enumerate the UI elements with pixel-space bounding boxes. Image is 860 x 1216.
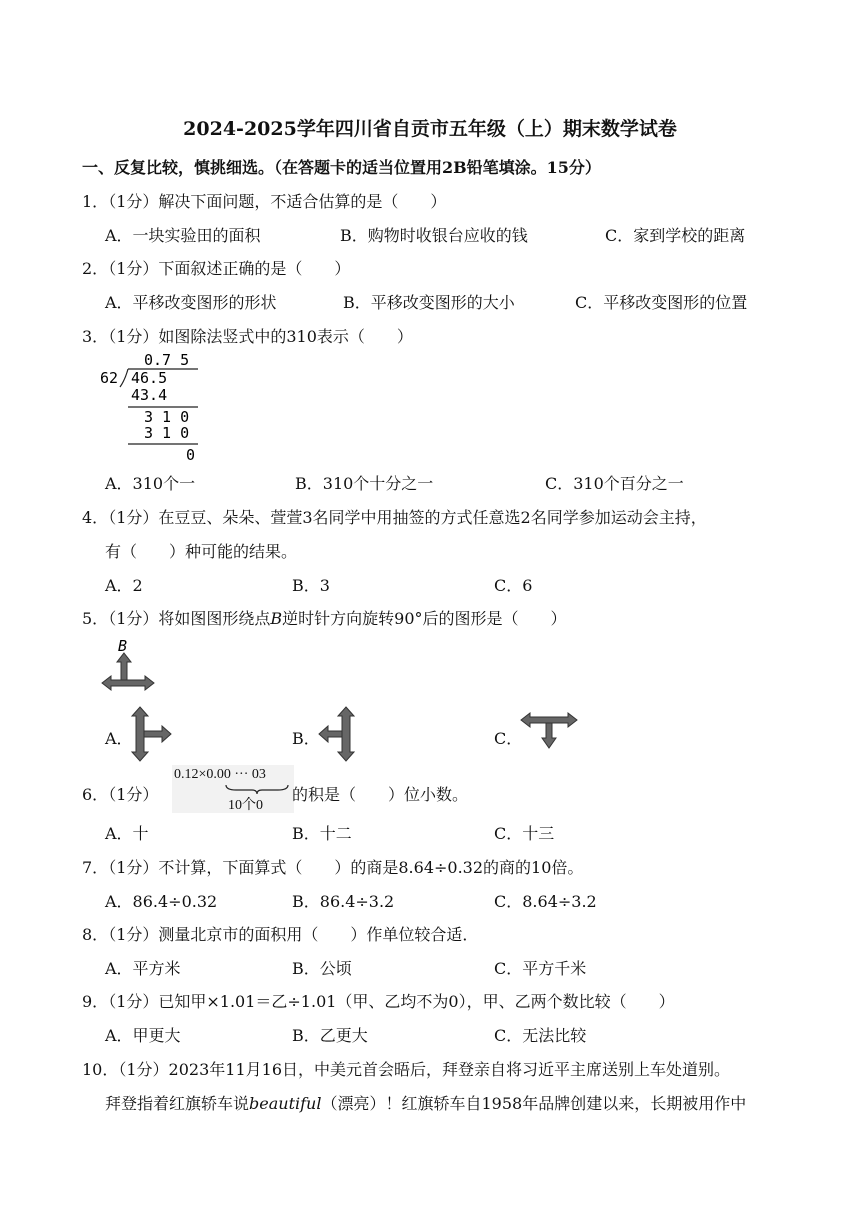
question-number: 3． [82,327,109,346]
question-2 [82,256,350,279]
q9-option-b: B．乙更大 [292,1026,368,1045]
q3-option-b: B．310个十分之一 [295,474,434,493]
question-1 [82,189,446,212]
question-text: （1分）已知甲×1.01＝乙÷1.01（甲、乙均不为0），甲、乙两个数比较（ ） [108,992,675,1011]
question-number: 2． [82,259,109,278]
brace-label: 10个0 [228,798,263,813]
q4-option-c: C．6 [494,576,533,595]
question-number: 8． [82,925,109,944]
question-text: （1分）解决下面问题，不适合估算的是（ ） [108,192,447,211]
q6-option-a: A．十 [105,824,149,843]
division-row-4: 0 [186,446,196,462]
question-number: 6． [82,785,109,804]
page-title: 2024-2025学年四川省自贡市五年级（上）期末数学试卷 [183,118,677,140]
q7-option-a: A．86.4÷0.32 [105,892,218,911]
q5-option-a-figure [128,704,174,764]
question-number: 5． [82,609,109,628]
question-7 [82,855,583,878]
q9-option-a: A．甲更大 [105,1026,181,1045]
question-number: 9． [82,992,109,1011]
q5-option-c: C． [494,729,523,748]
q3-option-c: C．310个百分之一 [545,474,684,493]
q7-option-b: B．86.4÷3.2 [292,892,395,911]
q3-option-a: A．310个一 [105,474,196,493]
point-b-label: B [118,637,128,655]
product-expression: 0.12×0.00 ··· 03 [174,767,266,782]
long-division-figure [98,350,208,462]
q8-option-c: C．平方千米 [494,959,587,978]
question-10-line-2 [105,1091,746,1114]
q2-option-b: B．平移改变图形的大小 [343,293,515,312]
division-dividend: 46.5 [131,369,168,387]
q5-option-c-figure [518,710,580,756]
point-label: B [270,609,283,628]
q5-option-a: A． [105,729,133,748]
question-text: （1分）下面叙述正确的是（ ） [108,259,351,278]
question-text: （1分）测量北京市的面积用（ ）作单位较合适． [108,925,479,944]
q1-option-a: A．一块实验田的面积 [105,226,261,245]
question-10 [82,1057,730,1080]
q4-option-b: B．3 [292,576,330,595]
q2-option-a: A．平移改变图形的形状 [105,293,277,312]
question-number: 4． [82,508,109,527]
question-text: （1分）2023年11月16日，中美元首会晤后，拜登亲自将习近平主席送别上车处道别。 [118,1060,730,1079]
q5-option-b-figure [316,704,362,764]
question-9 [82,989,675,1012]
question-5 [82,606,567,629]
question-text: （1分）如图除法竖式中的310表示（ ） [108,327,413,346]
q1-option-b: B．购物时收银台应收的钱 [340,226,528,245]
question-3 [82,324,413,347]
q1-option-c: C．家到学校的距离 [605,226,746,245]
q5-option-b: B． [292,729,320,748]
q8-option-a: A．平方米 [105,959,181,978]
q6-option-c: C．十三 [494,824,555,843]
question-text-rest: （漂亮）！红旗轿车自1958年品牌创建以来，长期被用作中 [321,1094,747,1113]
question-6 [82,782,158,805]
q9-option-c: C．无法比较 [494,1026,587,1045]
question-text: （1分） [108,785,159,804]
question-number: 7． [82,858,109,877]
q4-option-a: A．2 [105,576,143,595]
division-row-3: 3 1 0 [144,424,190,442]
q6-option-b: B．十二 [292,824,352,843]
division-quotient: 0.7 5 [144,351,190,369]
question-text: （1分）不计算，下面算式（ ）的商是8.64÷0.32的商的10倍。 [108,858,584,877]
question-8 [82,922,478,945]
product-expression-box [172,765,294,813]
division-row-1: 43.4 [131,386,168,404]
division-divisor: 62 [100,369,119,387]
question-number: 1． [82,192,109,211]
question-number: 10． [82,1060,119,1079]
question-6-rest: 的积是（ ）位小数。 [292,785,469,804]
rotation-original-figure [98,637,160,695]
question-text: （1分）将如图图形绕点 [108,609,271,628]
question-4-line-2: 有（ ）种可能的结果。 [105,542,298,561]
question-text: （1分）在豆豆、朵朵、萱萱3名同学中用抽签的方式任意选2名同学参加运动会主持， [108,508,707,527]
division-row-2: 3 1 0 [144,408,190,426]
question-4 [82,505,707,528]
section-heading: 一、反复比较，慎挑细选。（在答题卡的适当位置用2B铅笔填涂。15分） [82,158,601,177]
q7-option-c: C．8.64÷3.2 [494,892,597,911]
english-word: beautiful [249,1094,322,1113]
question-text: 拜登指着红旗轿车说 [105,1094,250,1113]
q8-option-b: B．公顷 [292,959,352,978]
question-text-rest: 逆时针方向旋转90°后的图形是（ ） [282,609,567,628]
q2-option-c: C．平移改变图形的位置 [575,293,748,312]
